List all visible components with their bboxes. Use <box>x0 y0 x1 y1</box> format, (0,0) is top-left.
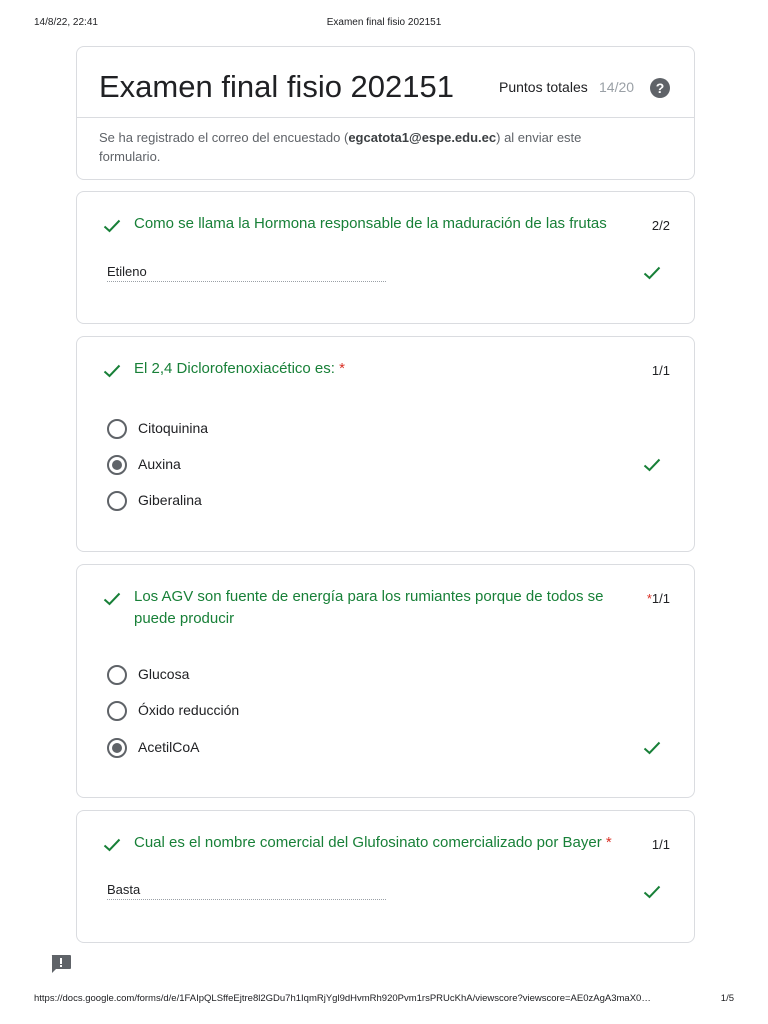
required-asterisk: * <box>646 591 652 606</box>
question-score: 2/2 <box>651 218 670 233</box>
question-card-4 <box>76 810 695 943</box>
question-score: 1/1 <box>651 363 670 378</box>
feedback-icon[interactable] <box>50 954 72 974</box>
correct-check-icon <box>103 364 121 378</box>
answer-correct-check-icon <box>643 458 661 472</box>
radio-button[interactable] <box>107 701 127 721</box>
question-card-2 <box>76 336 695 552</box>
total-points-value: 14/20 <box>599 79 635 95</box>
question-title <box>134 358 634 380</box>
page-url: https://docs.google.com/forms/d/e/1FAIpQLSffeEjtre8l2GDu7h1IqmRjYgl9dHvmRh920Pvm1rsPRUcKhA/viewscore?viewscore=AE0zAgA3maX0… <box>34 993 651 1004</box>
radio-button[interactable] <box>107 665 127 685</box>
option-label: Giberalina <box>138 492 202 508</box>
required-asterisk: * <box>339 360 345 377</box>
question-card-1 <box>76 191 695 324</box>
print-header <box>0 17 768 31</box>
option-label: Citoquinina <box>138 420 209 436</box>
text-answer: Basta <box>107 882 386 900</box>
form-title: Examen final fisio 202151 <box>99 69 455 104</box>
radio-button[interactable] <box>107 419 127 439</box>
question-title <box>134 832 644 854</box>
notice-text-after: ) al enviar este formulario. <box>99 130 582 164</box>
required-asterisk: * <box>605 834 612 851</box>
form-header-card <box>76 46 695 180</box>
correct-check-icon <box>103 219 121 233</box>
option-label: AcetilCoA <box>138 739 200 755</box>
option-label: Auxina <box>138 456 181 472</box>
question-card-3 <box>76 564 695 798</box>
radio-button-selected[interactable] <box>107 455 127 475</box>
page-number: 1/5 <box>720 993 734 1004</box>
question-score: 1/1 <box>651 837 670 852</box>
question-title-text: Cual es el nombre comercial del Glufosinato comercializado por Bayer <box>134 834 602 851</box>
question-title-text: El 2,4 Diclorofenoxiacético es: <box>134 360 335 377</box>
question-title-text: Como se llama la Hormona responsable de la maduración de las frutas <box>134 215 607 232</box>
print-title: Examen final fisio 202151 <box>326 17 442 28</box>
answer-correct-check-icon <box>643 741 661 755</box>
radio-button-selected[interactable] <box>107 738 127 758</box>
radio-button[interactable] <box>107 491 127 511</box>
option-label: Óxido reducción <box>138 702 240 718</box>
question-score-value: 1/1 <box>651 591 670 606</box>
total-points-label: Puntos totales <box>499 79 588 95</box>
respondent-email: egcatota1@espe.edu.ec <box>348 130 497 145</box>
correct-check-icon <box>103 838 121 852</box>
correct-check-icon <box>103 592 121 606</box>
answer-correct-check-icon <box>643 266 661 280</box>
print-date: 14/8/22, 22:41 <box>34 17 98 28</box>
email-notice <box>99 128 629 166</box>
option-label: Glucosa <box>138 666 190 682</box>
notice-text-before: Se ha registrado el correo del encuestado ( <box>99 130 349 145</box>
question-title-text: Los AGV son fuente de energía para los rumiantes porque de todos se puede producir <box>134 588 604 627</box>
answer-correct-check-icon <box>643 885 661 899</box>
question-score <box>647 591 670 606</box>
help-icon[interactable]: ? <box>650 78 670 98</box>
header-divider <box>77 117 694 118</box>
text-answer: Etileno <box>107 264 386 282</box>
question-title <box>134 213 634 235</box>
question-title <box>134 586 634 630</box>
